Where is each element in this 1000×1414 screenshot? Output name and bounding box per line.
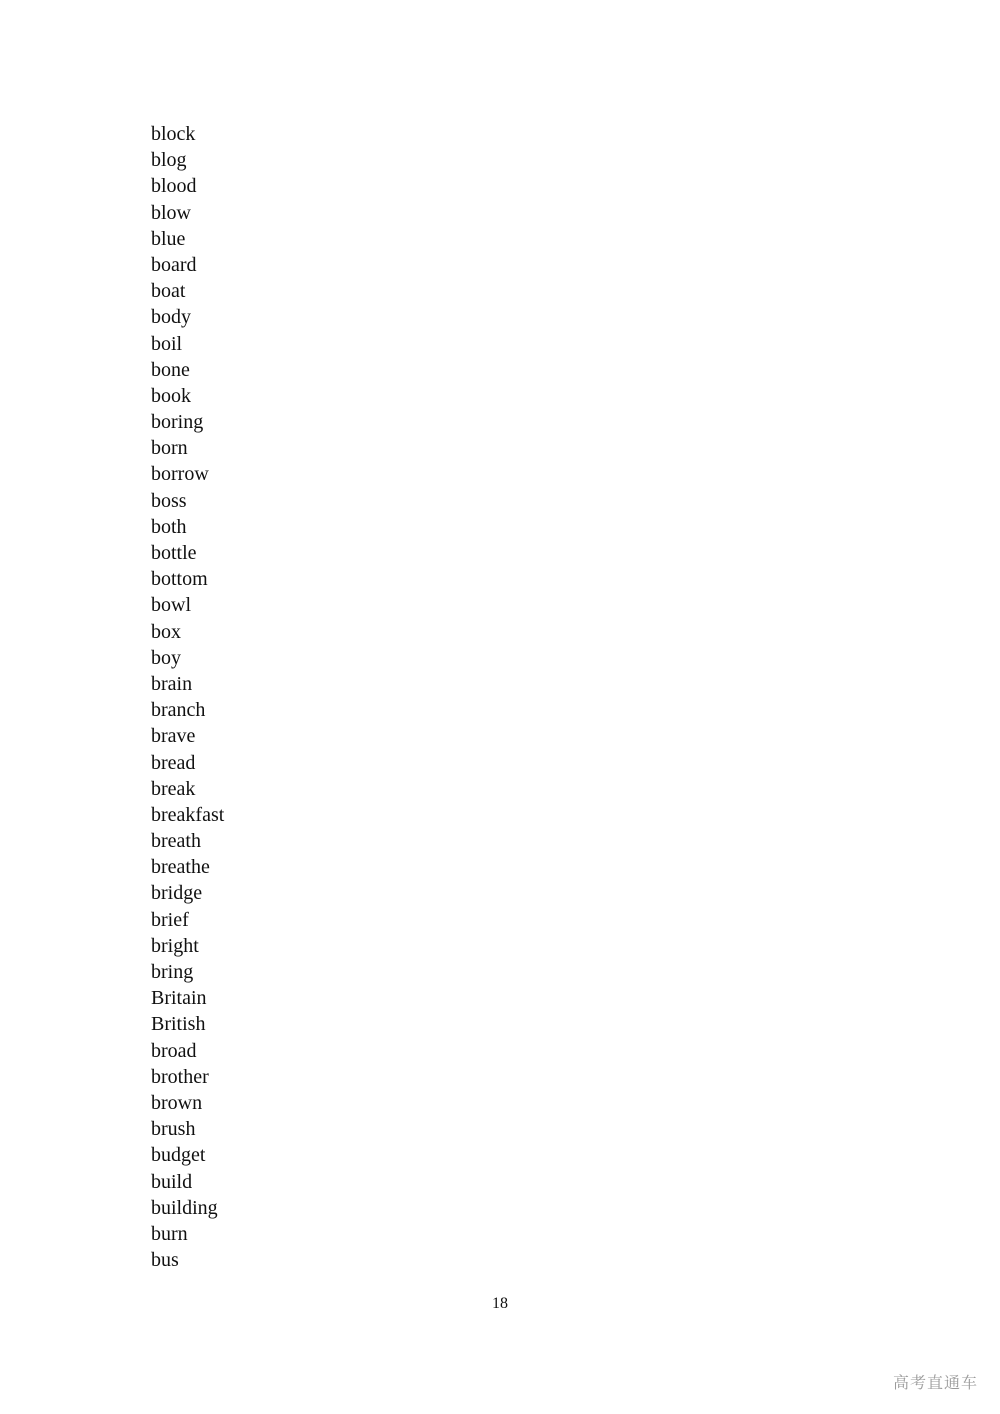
word-list-item: block	[151, 123, 196, 145]
word-list-item: born	[151, 437, 188, 460]
word-list-item: bring	[151, 961, 194, 983]
vocabulary-list	[151, 121, 224, 1273]
word-list-item: breathe	[151, 856, 210, 879]
word-list-item: blow	[151, 201, 191, 224]
word-list-item: boy	[151, 646, 181, 669]
word-list-item: bowl	[151, 594, 191, 617]
watermark-text: 高考直通车	[892, 1373, 978, 1392]
word-list-item: broad	[151, 1039, 197, 1062]
word-list-item: budget	[151, 1144, 206, 1167]
word-list-item: blue	[151, 227, 186, 250]
word-list-item: borrow	[151, 463, 209, 486]
word-list-item: building	[151, 1196, 218, 1219]
word-list-item: build	[151, 1170, 193, 1193]
word-list-item: break	[151, 777, 196, 800]
word-list-item: box	[151, 620, 181, 643]
word-list-item: brown	[151, 1091, 203, 1114]
page-number: 18	[492, 1295, 508, 1312]
word-list-item: branch	[151, 699, 206, 722]
word-list-item: bridge	[151, 882, 203, 905]
word-list-item: body	[151, 306, 191, 329]
word-list-item: brave	[151, 725, 196, 748]
word-list-item: boat	[151, 280, 186, 303]
word-list-item: blood	[151, 175, 197, 198]
word-list-item: blog	[151, 149, 187, 172]
word-list-item: breakfast	[151, 803, 225, 826]
word-list-item: boss	[151, 489, 187, 512]
word-list-item: boil	[151, 332, 183, 355]
word-list-item: bottle	[151, 542, 197, 564]
word-list-item: book	[151, 384, 191, 407]
word-list-item: boring	[151, 411, 204, 434]
word-list-item: burn	[151, 1222, 188, 1245]
word-list-item: bus	[151, 1249, 179, 1272]
word-list-item: Britain	[151, 987, 207, 1010]
word-list-item: brother	[151, 1065, 209, 1088]
word-list-item: bone	[151, 358, 190, 381]
word-list-item: board	[151, 253, 197, 276]
word-list-item: bread	[151, 751, 196, 774]
word-list-item: bottom	[151, 568, 208, 591]
word-list-item: brain	[151, 672, 193, 695]
word-list-item: brush	[151, 1118, 196, 1141]
word-list-item: both	[151, 515, 187, 538]
word-list-item: breath	[151, 830, 201, 853]
word-list-item: brief	[151, 908, 189, 931]
word-list-item: bright	[151, 934, 199, 957]
word-list-item: British	[151, 1013, 206, 1036]
